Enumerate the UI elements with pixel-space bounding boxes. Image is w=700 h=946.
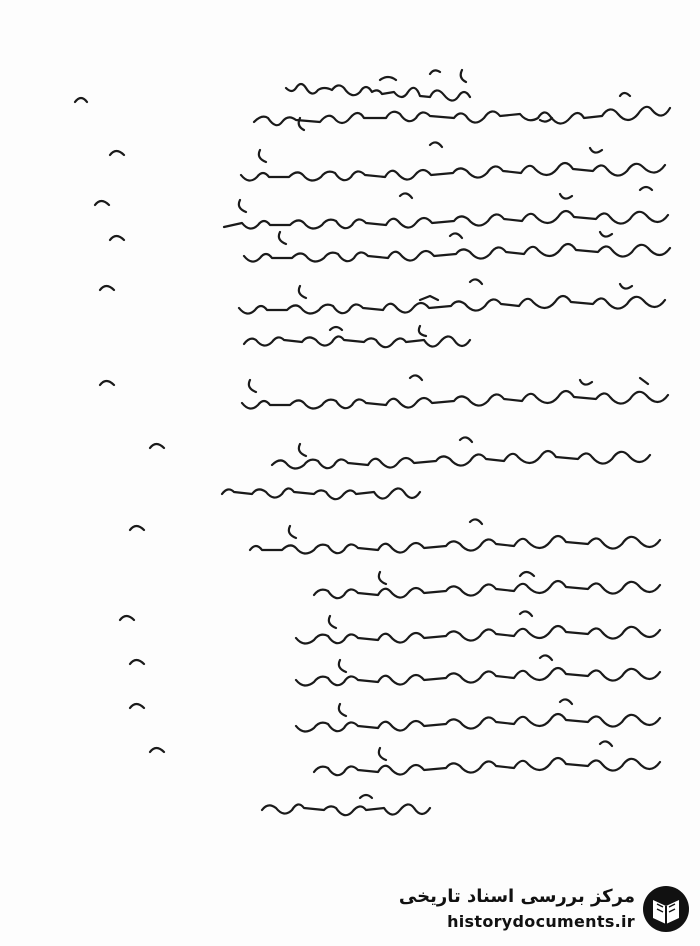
handwriting-line <box>239 296 665 314</box>
handwriting-line <box>296 626 660 644</box>
watermark-url: historydocuments.ir <box>447 912 635 931</box>
handwriting-line <box>241 163 665 181</box>
handwriting-line <box>224 211 668 229</box>
handwriting-line <box>262 804 430 815</box>
handwriting-line <box>250 536 660 554</box>
handwriting-line <box>244 336 470 347</box>
handwriting-line <box>272 451 650 469</box>
handwriting-line <box>296 668 660 686</box>
handwriting-line <box>222 488 420 499</box>
watermark-title: مرکز بررسی اسناد تاریخی <box>398 886 635 907</box>
archive-watermark <box>398 880 695 940</box>
handwriting-line <box>254 107 670 125</box>
handwriting-line <box>242 391 668 409</box>
book-logo-icon <box>641 884 691 934</box>
handwriting-line <box>314 581 660 598</box>
handwriting-line <box>296 714 660 732</box>
handwriting-line <box>314 758 660 775</box>
handwriting-line <box>244 244 670 262</box>
handwriting-line <box>286 84 470 101</box>
